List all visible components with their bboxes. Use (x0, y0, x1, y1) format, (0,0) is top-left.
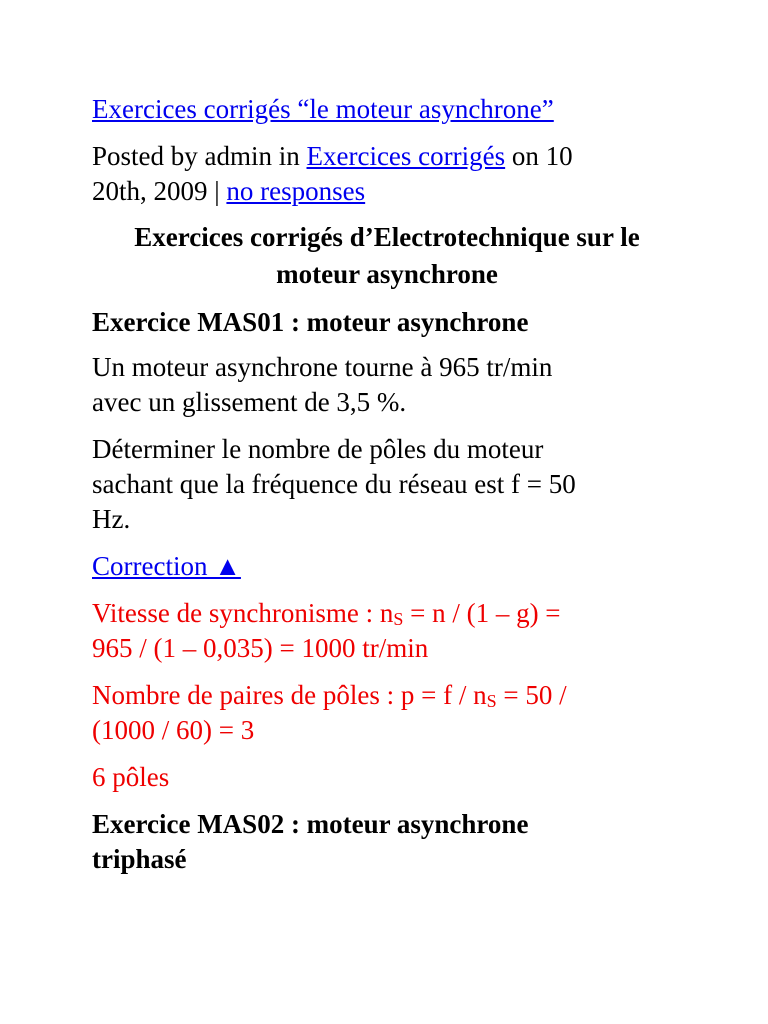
exercise-2-heading-line1: Exercice MAS02 : moteur asynchrone (92, 809, 529, 839)
exercise-2-heading-line2: triphasé (92, 844, 187, 874)
main-heading (92, 219, 682, 293)
solution-text: Vitesse de synchronisme : n (92, 598, 394, 628)
subscript-s: S (393, 609, 404, 629)
meta-date-part1: on 10 (505, 141, 573, 171)
post-meta (92, 139, 682, 209)
statement-line: Un moteur asynchrone tourne à 965 tr/min (92, 352, 553, 382)
solution-pole-pairs (92, 678, 682, 748)
question-line: Hz. (92, 504, 131, 534)
statement-line: avec un glissement de 3,5 %. (92, 387, 407, 417)
meta-date-part2: 20th, 2009 | (92, 176, 227, 206)
exercise-2-heading (92, 807, 682, 877)
solution-text: 965 / (1 – 0,035) = 1000 tr/min (92, 633, 429, 663)
responses-link[interactable]: no responses (226, 176, 366, 206)
subscript-s: S (486, 691, 497, 711)
exercise-1-statement (92, 350, 682, 420)
post-title-link[interactable]: Exercices corrigés “le moteur asynchrone” (92, 94, 554, 124)
exercise-1-question (92, 432, 682, 537)
correction-toggle-link[interactable]: Correction ▲ (92, 551, 241, 581)
category-link[interactable]: Exercices corrigés (306, 141, 506, 171)
question-line: Déterminer le nombre de pôles du moteur (92, 434, 544, 464)
solution-text: (1000 / 60) = 3 (92, 715, 255, 745)
correction-row (92, 549, 682, 596)
question-line: sachant que la fréquence du réseau est f = 50 (92, 469, 576, 499)
solution-poles: 6 pôles (92, 762, 170, 792)
solution-synchronous-speed (92, 596, 682, 666)
main-heading-line2: moteur asynchrone (276, 259, 498, 289)
solution-text: = n / (1 – g) = (403, 598, 561, 628)
solution-text: Nombre de paires de pôles : p = f / n (92, 680, 487, 710)
document-page (92, 92, 682, 887)
exercise-1-heading: Exercice MAS01 : moteur asynchrone (92, 307, 529, 337)
solution-text: = 50 / (496, 680, 567, 710)
meta-prefix: Posted by admin in (92, 141, 307, 171)
main-heading-line1: Exercices corrigés d’Electrotechnique sur le (134, 222, 640, 252)
